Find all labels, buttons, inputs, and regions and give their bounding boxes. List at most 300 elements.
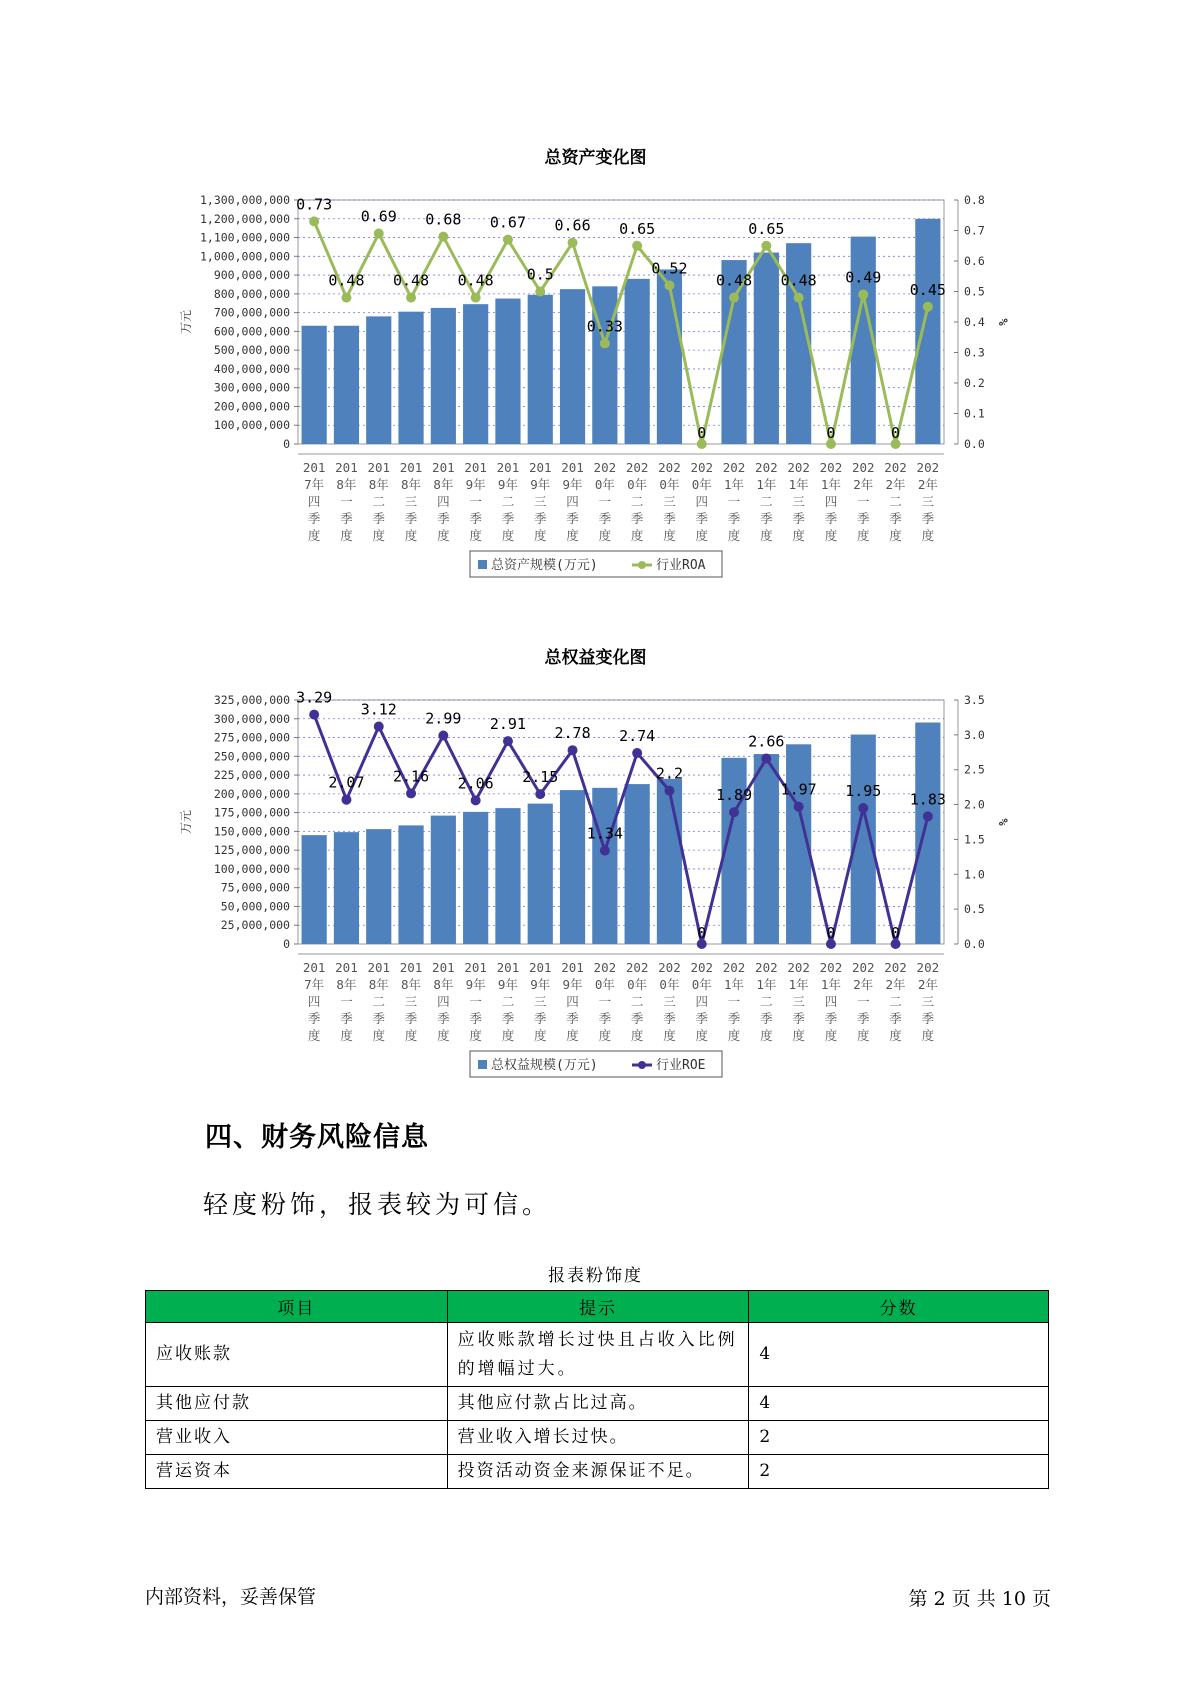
x-tick-label: 季 <box>340 511 353 526</box>
x-tick-label: 季 <box>307 1011 321 1026</box>
line-point <box>503 235 513 245</box>
data-label: 0.66 <box>554 216 591 235</box>
data-label: 2.99 <box>425 709 462 728</box>
x-tick-label: 度 <box>792 1028 805 1043</box>
line-point <box>729 293 739 303</box>
x-tick-label: 1年 <box>788 477 809 492</box>
x-tick-label: 季 <box>630 511 644 526</box>
y2-tick-label: 3.5 <box>964 693 985 707</box>
line-point <box>600 846 610 856</box>
legend-line-marker <box>638 1061 646 1069</box>
x-tick-label: 四 <box>824 994 838 1009</box>
data-label: 2.06 <box>457 774 494 793</box>
x-tick-label: 季 <box>372 511 386 526</box>
x-tick-label: 度 <box>792 528 805 543</box>
x-tick-label: 季 <box>598 511 612 526</box>
x-tick-label: 季 <box>437 511 450 526</box>
x-tick-label: 季 <box>533 511 547 526</box>
x-tick-label: 一 <box>856 994 870 1009</box>
x-tick-label: 季 <box>533 1011 547 1026</box>
x-tick-label: 一 <box>727 494 741 509</box>
y-tick-label: 300,000,000 <box>213 711 290 726</box>
row-score: 2 <box>749 1455 1049 1489</box>
y2-tick-label: 2.0 <box>964 797 985 812</box>
x-tick-label: 度 <box>663 528 676 543</box>
legend-line-label: 行业ROE <box>656 1058 706 1073</box>
x-tick-label: 季 <box>437 1011 450 1026</box>
x-tick-label: 度 <box>727 528 741 543</box>
y-tick-label: 0 <box>283 437 290 451</box>
y-tick-label: 1,100,000,000 <box>199 230 290 245</box>
data-label: 2.16 <box>392 767 430 786</box>
x-tick-label: 202 <box>658 960 681 975</box>
x-tick-label: 度 <box>695 528 709 543</box>
x-tick-label: 202 <box>819 460 843 475</box>
table-row <box>146 1323 1049 1387</box>
x-tick-label: 度 <box>760 528 773 543</box>
x-tick-label: 202 <box>593 960 617 975</box>
bar <box>495 808 520 944</box>
x-tick-label: 二 <box>889 994 902 1009</box>
y-tick-label: 150,000,000 <box>213 824 290 839</box>
x-tick-label: 三 <box>792 994 805 1009</box>
legend-line-label: 行业ROA <box>656 558 706 573</box>
x-tick-label: 201 <box>496 960 520 975</box>
x-tick-label: 度 <box>340 1028 353 1043</box>
data-label: 0 <box>891 924 901 942</box>
data-label: 0.49 <box>845 268 882 287</box>
x-tick-label: 季 <box>856 511 870 526</box>
x-tick-label: 季 <box>630 1011 644 1026</box>
y2-tick-label: 0.0 <box>964 937 985 951</box>
section-heading: 四、财务风险信息 <box>205 1122 429 1153</box>
x-tick-label: 度 <box>307 1028 321 1043</box>
x-tick-label: 二 <box>889 494 902 509</box>
x-tick-label: 季 <box>307 511 321 526</box>
x-tick-label: 季 <box>921 511 935 526</box>
x-tick-label: 202 <box>690 960 714 975</box>
x-tick-label: 季 <box>792 1011 805 1026</box>
data-label: 2.66 <box>748 732 785 751</box>
x-tick-label: 202 <box>755 460 778 475</box>
x-tick-label: 度 <box>760 1028 773 1043</box>
x-tick-label: 0年 <box>594 477 615 492</box>
bar <box>625 784 650 944</box>
x-tick-label: 三 <box>404 994 418 1009</box>
x-tick-label: 度 <box>372 528 386 543</box>
x-tick-label: 季 <box>695 511 709 526</box>
bar <box>592 788 617 944</box>
data-label: 0.65 <box>619 219 656 238</box>
bar <box>366 316 391 444</box>
x-tick-label: 三 <box>921 994 935 1009</box>
x-tick-label: 度 <box>598 528 612 543</box>
x-tick-label: 0年 <box>691 977 712 992</box>
x-tick-label: 202 <box>819 960 843 975</box>
x-tick-label: 201 <box>528 960 552 975</box>
y-tick-label: 125,000,000 <box>213 843 290 858</box>
x-tick-label: 2年 <box>917 477 938 492</box>
x-tick-label: 度 <box>824 1028 838 1043</box>
row-item: 其他应付款 <box>146 1387 448 1421</box>
y-tick-label: 300,000,000 <box>213 380 290 395</box>
x-tick-label: 9年 <box>562 977 583 992</box>
y-tick-label: 75,000,000 <box>220 880 290 895</box>
line-point <box>600 338 610 348</box>
line-point <box>794 293 804 303</box>
line-point <box>406 788 416 798</box>
line-point <box>858 803 868 813</box>
x-tick-label: 202 <box>722 460 746 475</box>
x-tick-label: 201 <box>302 960 326 975</box>
line-point <box>632 241 642 251</box>
x-tick-label: 2年 <box>885 477 906 492</box>
data-label: 2.78 <box>554 724 591 743</box>
x-tick-label: 一 <box>598 994 612 1009</box>
line-point <box>341 293 351 303</box>
x-tick-label: 1年 <box>756 977 777 992</box>
x-tick-label: 三 <box>792 494 805 509</box>
x-tick-label: 8年 <box>368 477 389 492</box>
x-tick-label: 0年 <box>659 977 680 992</box>
y2-tick-label: 0.1 <box>964 406 985 421</box>
y-tick-label: 800,000,000 <box>213 286 290 301</box>
x-tick-label: 2年 <box>885 977 906 992</box>
y-tick-label: 1,300,000,000 <box>199 193 290 207</box>
x-tick-label: 季 <box>404 1011 418 1026</box>
table-row <box>146 1387 1049 1421</box>
line-point <box>761 241 771 251</box>
data-label: 0.48 <box>780 271 817 290</box>
x-tick-label: 201 <box>561 460 584 475</box>
bar <box>560 289 585 444</box>
x-tick-label: 8年 <box>368 977 389 992</box>
x-tick-label: 1年 <box>724 977 745 992</box>
data-label: 3.29 <box>296 688 333 707</box>
row-hint: 投资活动资金来源保证不足。 <box>447 1455 749 1489</box>
bar <box>398 825 423 944</box>
x-tick-label: 202 <box>593 460 617 475</box>
row-item: 营业收入 <box>146 1421 448 1455</box>
data-label: 1.97 <box>780 780 817 799</box>
x-tick-label: 1年 <box>820 977 841 992</box>
data-label: 0.33 <box>586 317 623 336</box>
line-point <box>309 216 319 226</box>
x-tick-label: 7年 <box>304 477 325 492</box>
y2-tick-label: 0.6 <box>964 254 985 268</box>
x-tick-label: 度 <box>921 528 935 543</box>
x-tick-label: 201 <box>561 960 584 975</box>
x-tick-label: 三 <box>921 494 935 509</box>
data-label: 2.15 <box>522 768 559 787</box>
line-point <box>632 748 642 758</box>
x-tick-label: 四 <box>695 494 709 509</box>
bar <box>592 286 617 444</box>
line-point <box>664 280 674 290</box>
risk-conclusion: 轻度粉饰，报表较为可信。 <box>203 1190 552 1219</box>
x-tick-label: 二 <box>630 494 644 509</box>
x-tick-label: 度 <box>501 528 515 543</box>
x-tick-label: 四 <box>824 494 838 509</box>
table-caption: 报表粉饰度 <box>548 1266 643 1286</box>
y-tick-label: 1,200,000,000 <box>199 211 290 226</box>
x-tick-label: 201 <box>399 460 423 475</box>
x-tick-label: 度 <box>469 1028 482 1043</box>
x-tick-label: 度 <box>889 528 902 543</box>
y2-tick-label: 3.0 <box>964 727 985 742</box>
x-tick-label: 8年 <box>401 977 422 992</box>
y2-tick-label: 0.4 <box>964 315 985 329</box>
data-label: 0.65 <box>748 219 785 238</box>
x-tick-label: 1年 <box>724 477 745 492</box>
y-tick-label: 250,000,000 <box>213 749 290 764</box>
x-tick-label: 度 <box>437 528 450 543</box>
line-point <box>664 786 674 796</box>
total-equity-chart <box>0 670 1191 1095</box>
x-tick-label: 二 <box>760 494 773 509</box>
x-tick-label: 季 <box>695 1011 709 1026</box>
x-tick-label: 201 <box>496 460 520 475</box>
row-score: 4 <box>749 1387 1049 1421</box>
x-tick-label: 8年 <box>401 477 422 492</box>
data-label: 2.91 <box>489 715 527 734</box>
x-tick-label: 季 <box>404 511 418 526</box>
x-tick-label: 9年 <box>497 977 518 992</box>
bar <box>560 790 585 944</box>
x-tick-label: 季 <box>340 1011 353 1026</box>
bar <box>528 295 553 444</box>
y-tick-label: 700,000,000 <box>213 305 290 320</box>
x-tick-label: 季 <box>889 1011 902 1026</box>
bar <box>334 326 359 444</box>
x-tick-label: 季 <box>856 1011 870 1026</box>
x-tick-label: 季 <box>663 1011 676 1026</box>
header-item: 项目 <box>146 1291 448 1323</box>
x-tick-label: 三 <box>663 994 676 1009</box>
row-score: 4 <box>749 1323 1049 1387</box>
x-tick-label: 度 <box>533 528 547 543</box>
x-tick-label: 度 <box>404 528 418 543</box>
line-point <box>374 721 384 731</box>
line-point <box>794 802 804 812</box>
x-tick-label: 四 <box>566 494 579 509</box>
x-tick-label: 201 <box>464 960 487 975</box>
x-tick-label: 202 <box>690 460 714 475</box>
x-tick-label: 季 <box>566 511 579 526</box>
x-tick-label: 季 <box>792 511 805 526</box>
x-tick-label: 度 <box>372 1028 386 1043</box>
x-tick-label: 1年 <box>756 477 777 492</box>
x-tick-label: 度 <box>663 1028 676 1043</box>
y-tick-label: 900,000,000 <box>213 268 290 283</box>
x-tick-label: 201 <box>367 460 391 475</box>
x-tick-label: 二 <box>760 994 773 1009</box>
x-tick-label: 201 <box>399 960 423 975</box>
table-header-row <box>146 1291 1049 1323</box>
data-label: 0.48 <box>328 271 365 290</box>
x-tick-label: 201 <box>335 960 358 975</box>
y2-tick-label: 1.5 <box>964 832 985 847</box>
x-tick-label: 202 <box>787 460 810 475</box>
y-tick-label: 600,000,000 <box>213 324 290 339</box>
x-tick-label: 8年 <box>336 977 357 992</box>
data-label: 0 <box>697 424 707 442</box>
x-tick-label: 一 <box>340 994 353 1009</box>
x-tick-label: 201 <box>432 460 455 475</box>
line-point <box>858 290 868 300</box>
bar <box>302 326 327 444</box>
x-tick-label: 9年 <box>465 977 486 992</box>
x-tick-label: 四 <box>437 494 450 509</box>
x-tick-label: 季 <box>760 1011 773 1026</box>
bar <box>754 754 779 944</box>
y-tick-label: 275,000,000 <box>213 730 290 745</box>
x-tick-label: 季 <box>663 511 676 526</box>
x-tick-label: 度 <box>856 1028 870 1043</box>
x-tick-label: 季 <box>372 1011 386 1026</box>
x-tick-label: 度 <box>695 1028 709 1043</box>
x-tick-label: 季 <box>824 1011 838 1026</box>
x-tick-label: 四 <box>695 994 709 1009</box>
x-tick-label: 季 <box>469 1011 482 1026</box>
x-tick-label: 201 <box>335 460 358 475</box>
bar <box>431 816 456 944</box>
x-tick-label: 度 <box>533 1028 547 1043</box>
x-tick-label: 三 <box>533 494 547 509</box>
line-point <box>761 754 771 764</box>
line-point <box>406 293 416 303</box>
x-tick-label: 季 <box>727 1011 741 1026</box>
x-tick-label: 9年 <box>497 477 518 492</box>
x-tick-label: 202 <box>916 960 940 975</box>
x-tick-label: 9年 <box>530 977 551 992</box>
data-label: 2.07 <box>328 773 365 792</box>
x-tick-label: 四 <box>437 994 450 1009</box>
x-tick-label: 季 <box>727 511 741 526</box>
data-label: 1.89 <box>715 786 753 805</box>
bar <box>302 835 327 944</box>
y2-tick-label: 0.0 <box>964 437 985 451</box>
bar <box>657 779 682 944</box>
table-row <box>146 1421 1049 1455</box>
line-point <box>374 229 384 239</box>
x-tick-label: 202 <box>787 960 810 975</box>
x-tick-label: 202 <box>658 460 681 475</box>
x-tick-label: 季 <box>760 511 773 526</box>
x-tick-label: 度 <box>598 1028 612 1043</box>
footer-confidential: 内部资料，妥善保管 <box>145 1586 317 1608</box>
line-point <box>535 287 545 297</box>
bar <box>398 312 423 444</box>
chart-title-assets: 总资产变化图 <box>544 148 647 168</box>
data-label: 0.48 <box>715 271 753 290</box>
x-tick-label: 2年 <box>853 977 874 992</box>
bar <box>431 308 456 444</box>
data-label: 1.34 <box>586 824 623 843</box>
x-tick-label: 1年 <box>820 477 841 492</box>
x-tick-label: 9年 <box>562 477 583 492</box>
x-tick-label: 度 <box>630 528 644 543</box>
y-tick-label: 100,000,000 <box>213 418 290 433</box>
bar <box>463 304 488 444</box>
x-tick-label: 8年 <box>336 477 357 492</box>
line-point <box>535 789 545 799</box>
x-tick-label: 9年 <box>530 477 551 492</box>
line-point <box>438 731 448 741</box>
x-tick-label: 度 <box>501 1028 515 1043</box>
bar <box>334 832 359 944</box>
y-tick-label: 25,000,000 <box>220 918 290 933</box>
table-row <box>146 1455 1049 1489</box>
row-hint: 应收账款增长过快且占收入比例的增幅过大。 <box>447 1323 749 1387</box>
header-hint: 提示 <box>447 1291 749 1323</box>
y2-tick-label: 0.5 <box>964 902 985 917</box>
x-tick-label: 三 <box>404 494 418 509</box>
line-point <box>568 745 578 755</box>
x-tick-label: 度 <box>856 528 870 543</box>
x-tick-label: 8年 <box>433 977 454 992</box>
row-item: 营运资本 <box>146 1455 448 1489</box>
line-point <box>729 807 739 817</box>
x-tick-label: 二 <box>372 994 386 1009</box>
x-tick-label: 一 <box>469 994 482 1009</box>
y-tick-label: 100,000,000 <box>213 861 290 876</box>
y2-axis-title: % <box>996 818 1010 826</box>
x-tick-label: 季 <box>501 511 515 526</box>
y-tick-label: 50,000,000 <box>220 899 290 914</box>
bar <box>915 723 940 944</box>
x-tick-label: 二 <box>501 994 515 1009</box>
line-point <box>438 232 448 242</box>
y-tick-label: 0 <box>283 937 290 951</box>
data-label: 0.67 <box>489 213 527 232</box>
y-tick-label: 400,000,000 <box>213 361 290 376</box>
x-tick-label: 二 <box>372 494 386 509</box>
bar <box>625 279 650 444</box>
data-label: 0 <box>697 924 707 942</box>
bar <box>366 829 391 944</box>
y2-tick-label: 0.8 <box>964 193 985 207</box>
x-tick-label: 季 <box>469 511 482 526</box>
x-tick-label: 季 <box>824 511 838 526</box>
x-tick-label: 0年 <box>627 477 648 492</box>
y-axis-title: 万元 <box>179 309 193 335</box>
line-point <box>923 302 933 312</box>
x-tick-label: 季 <box>921 1011 935 1026</box>
data-label: 0.45 <box>909 280 946 299</box>
data-label: 1.83 <box>909 790 946 809</box>
y-tick-label: 200,000,000 <box>213 399 290 414</box>
x-tick-label: 0年 <box>594 977 615 992</box>
bar <box>915 219 940 444</box>
y-tick-label: 200,000,000 <box>213 786 290 801</box>
line-point <box>471 795 481 805</box>
x-tick-label: 度 <box>437 1028 450 1043</box>
y2-tick-label: 0.2 <box>964 376 985 390</box>
x-tick-label: 201 <box>528 460 552 475</box>
x-tick-label: 0年 <box>627 977 648 992</box>
legend-bar-swatch <box>478 1060 487 1069</box>
x-tick-label: 度 <box>469 528 482 543</box>
x-tick-label: 三 <box>663 494 676 509</box>
x-tick-label: 202 <box>916 460 940 475</box>
y2-tick-label: 0.3 <box>964 345 985 360</box>
line-point <box>503 736 513 746</box>
bar <box>754 253 779 444</box>
x-tick-label: 201 <box>367 960 391 975</box>
header-score: 分数 <box>749 1291 1049 1323</box>
y-axis-title: 万元 <box>179 809 193 835</box>
